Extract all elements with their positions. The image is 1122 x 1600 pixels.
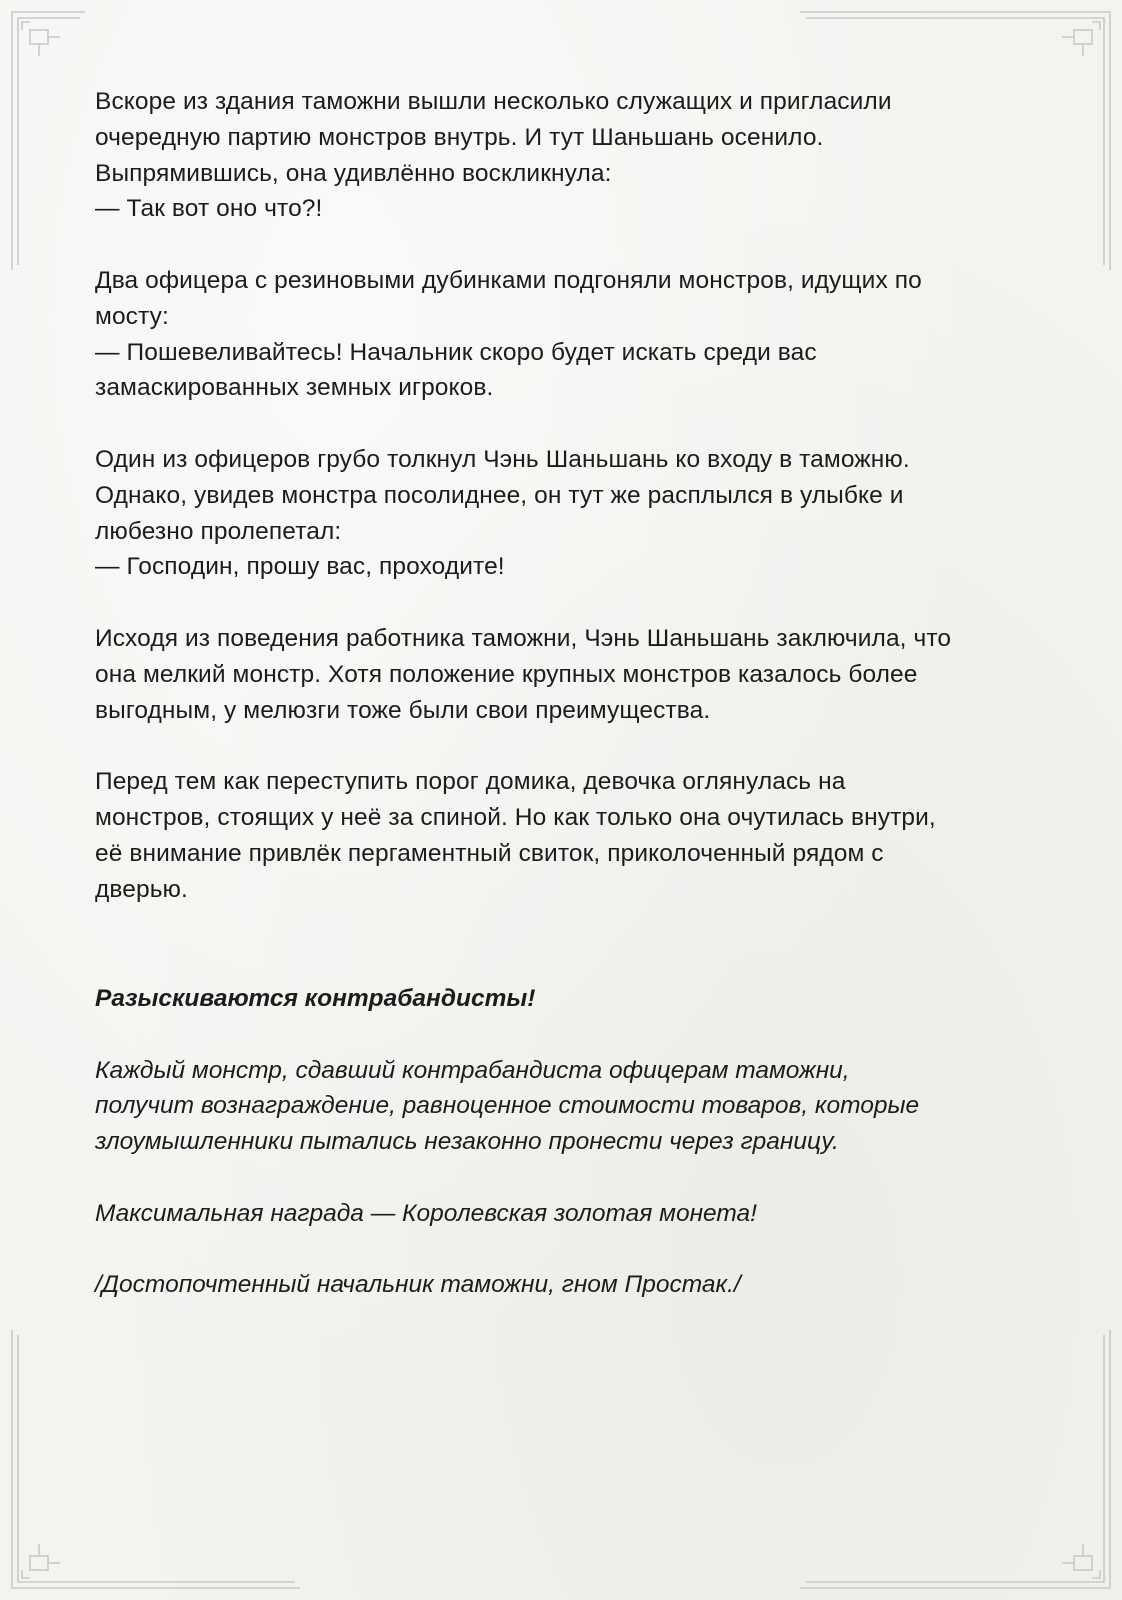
paragraph-1 — [95, 84, 1035, 227]
paragraph-4 — [95, 621, 1035, 728]
text-line: дверью. — [95, 875, 188, 903]
text-line: — Господин, прошу вас, проходите! — [95, 553, 505, 581]
notice-signature: /Достопочтенный начальник таможни, гном Простак./ — [95, 1271, 741, 1299]
story-text — [95, 84, 1035, 943]
wanted-notice — [95, 981, 1035, 1339]
text-line: любезно пролепетал: — [95, 517, 342, 545]
notice-body — [95, 1053, 1035, 1160]
text-line: — Так вот оно что?! — [95, 195, 323, 223]
text-line: получит вознаграждение, равноценное стоимости товаров, которые — [95, 1092, 920, 1120]
paragraph-3 — [95, 442, 1035, 585]
text-line: замаскированных земных игроков. — [95, 374, 494, 402]
text-line: Однако, увидев монстра посолиднее, он тут же расплылся в улыбке и — [95, 481, 904, 509]
text-line: Выпрямившись, она удивлённо воскликнула: — [95, 159, 612, 187]
text-line: Один из офицеров грубо толкнул Чэнь Шаньшань ко входу в таможню. — [95, 445, 910, 473]
text-line: очередную партию монстров внутрь. И тут Шаньшань осенило. — [95, 123, 824, 151]
text-line: монстров, стоящих у неё за спиной. Но как только она очутилась внутри, — [95, 803, 936, 831]
text-line: Два офицера с резиновыми дубинками подгоняли монстров, идущих по — [95, 266, 922, 294]
text-line: Каждый монстр, сдавший контрабандиста офицерам таможни, — [95, 1056, 850, 1084]
paragraph-2 — [95, 263, 1035, 406]
notice-reward: Максимальная награда — Королевская золотая монета! — [95, 1199, 757, 1227]
notice-heading: Разыскиваются контрабандисты! — [95, 985, 536, 1012]
text-line: Исходя из поведения работника таможни, Чэнь Шаньшань заключила, что — [95, 624, 952, 652]
text-line: злоумышленники пытались незаконно пронести через границу. — [95, 1128, 839, 1156]
paragraph-5 — [95, 764, 1035, 907]
text-line: — Пошевеливайтесь! Начальник скоро будет искать среди вас — [95, 338, 817, 366]
text-line: мосту: — [95, 302, 169, 330]
text-line: её внимание привлёк пергаментный свиток, приколоченный рядом с — [95, 839, 884, 867]
text-line: она мелкий монстр. Хотя положение крупных монстров казалось более — [95, 660, 918, 688]
text-line: выгодным, у мелюзги тоже были свои преимущества. — [95, 696, 711, 724]
text-line: Перед тем как переступить порог домика, девочка оглянулась на — [95, 768, 846, 796]
text-line: Вскоре из здания таможни вышли несколько служащих и пригласили — [95, 88, 892, 115]
